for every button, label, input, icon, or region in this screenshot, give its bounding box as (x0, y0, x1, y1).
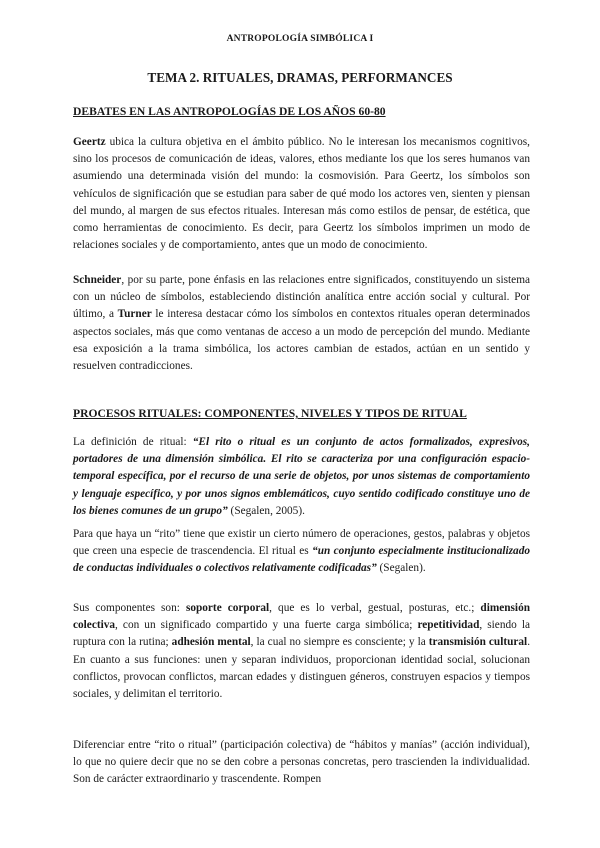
paragraph-text: La definición de ritual: (73, 436, 193, 448)
citation: (Segalen, 2005). (227, 504, 305, 517)
paragraph-text: . En cuanto a sus funciones: unen y separan individuos, proporcionan identidad social, solucionan conflictos, provocan conflictos, marcan edades y distinguen géneros, construyen espacios y tiempos sociales, y delimitan el territorio. (73, 636, 531, 701)
keyword-dimension-colectiva: dimensión colectiva (73, 602, 531, 632)
citation: (Segalen). (376, 562, 426, 575)
page-title: TEMA 2. RITUALES, DRAMAS, PERFORMANCES (147, 70, 453, 85)
paragraph-geertz (73, 134, 530, 254)
paragraph-text: Sus componentes son: (73, 602, 186, 614)
paragraph-diferenciar: Diferenciar entre “rito o ritual” (participación colectiva) de “hábitos y manías” (acción individual), lo que no quiere decir que no se den cobre a personas concretas, pero trascienden la individualidad. Son de carácter extraordinario y trascendente. Rompen (73, 739, 530, 786)
paragraph-text: , por su parte, pone énfasis en las relaciones entre significados, constituyendo un sistema con un núcleo de símbolos, estableciendo distinción analítica entre acción social y cultural. Por último, a (73, 274, 530, 321)
keyword-transmision-cultural: transmisión cultural (428, 636, 528, 649)
definition-quote: “un conjunto especialmente institucionalizado de conductas individuales o colectivos relativamente codificadas” (73, 545, 530, 575)
keyword-adhesion-mental: adhesión mental (171, 636, 251, 649)
paragraph-text: , con un significado compartido y una fuerte carga simbólica; (115, 619, 418, 632)
author-name-schneider: Schneider (73, 274, 122, 286)
paragraph-componentes (73, 600, 530, 703)
paragraph-text: , la cual no siempre es consciente; y la (250, 636, 429, 649)
section-heading-debates: DEBATES EN LAS ANTROPOLOGÍAS DE LOS AÑOS 60-80 (73, 105, 386, 118)
keyword-soporte-corporal: soporte corporal (185, 602, 270, 614)
paragraph-text: le interesa destacar cómo los símbolos en contextos rituales operan determinados aspectos sociales, más que como ventanas de acceso a un modo de percepción del mundo. Mediante esa exposición a la trama simbólica, los actores cambian de estados, actúan en un sentido y resuelven contradicciones. (73, 308, 531, 373)
section-heading-procesos-rituales: PROCESOS RITUALES: COMPONENTES, NIVELES Y TIPOS DE RITUAL (73, 407, 467, 420)
paragraph-schneider (73, 272, 530, 375)
running-header: ANTROPOLOGÍA SIMBÓLICA I (226, 34, 374, 44)
paragraph-text: ubica la cultura objetiva en el ámbito público. No le interesan los mecanismos cognitivos, sino los procesos de comunicación de ideas, valores, ethos mediante los que los seres humanos van asumiendo una determinada visión del mundo: la cosmovisión. Para Geertz, los símbolos son vehículos de significación que se estudian para saber de qué modo los actores ven, sienten y piensan del mundo, al margen de sus efectos rituales. Interesan más como estilos de pensar, de estética, que como herramientas de conocimiento. Es decir, para Geertz los símbolos imprimen un modo de relaciones sociales y de comportamiento, antes que un modo de conocimiento. (73, 136, 530, 252)
keyword-repetitividad: repetitividad (417, 619, 480, 632)
author-name-turner: Turner (117, 308, 152, 321)
paragraph-rito (73, 526, 530, 578)
author-name-geertz: Geertz (73, 136, 106, 148)
paragraph-text: , siendo la ruptura con la rutina; (73, 619, 530, 649)
paragraph-text: Para que haya un “rito” tiene que existir un cierto número de operaciones, gestos, palabras y objetos que creen una especie de trascendencia. El ritual es (73, 528, 530, 558)
definition-quote: “El rito o ritual es un conjunto de actos formalizados, expresivos, portadores de una dimensión simbólica. El rito se caracteriza por una configuración espacio-temporal específica, por el recurso de una serie de objetos, por unos sistemas de comportamiento y lenguaje específico, y por unos signos emblemáticos, cuyo sentido codificado constituye uno de los bienes comunes de un grupo” (73, 436, 531, 517)
paragraph-ritual-definition (73, 434, 530, 520)
paragraph-text: , que es lo verbal, gestual, posturas, etc.; (269, 602, 481, 614)
